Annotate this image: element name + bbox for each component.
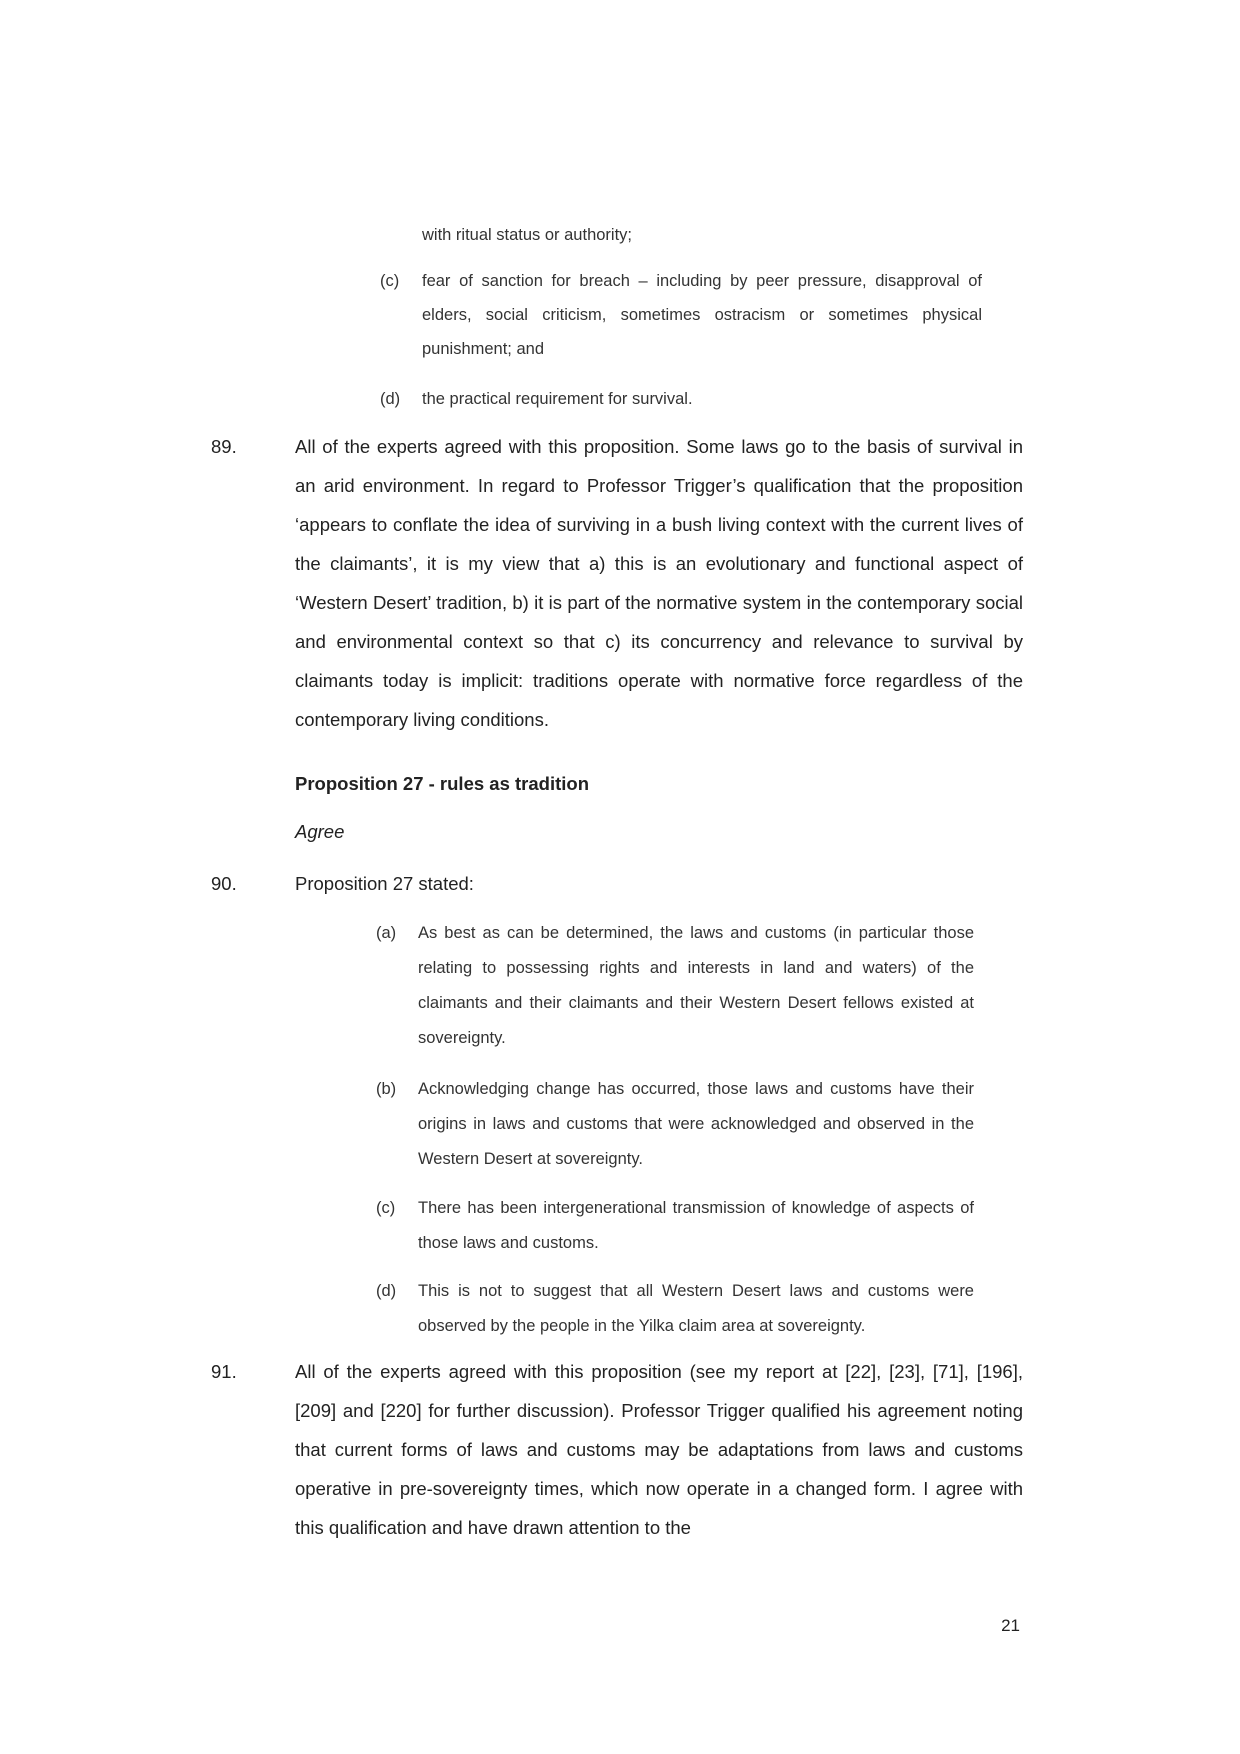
quoted-item-label: (b): [376, 1080, 397, 1098]
quoted-item-b: [376, 1072, 974, 1177]
paragraph-number: 91.: [211, 1361, 237, 1382]
quoted-item-label: (a): [376, 924, 397, 942]
sub-clause-label: (c): [380, 272, 400, 290]
quoted-item-label: (c): [376, 1199, 396, 1217]
paragraph-90: [211, 864, 1023, 903]
quoted-item-label: (d): [376, 1282, 397, 1300]
paragraph-text: All of the experts agreed with this proposition (see my report at [22], [23], [71], [196], [209] and [220] for further discussion). Professor Trigger qualified his agreement noting that current forms of laws and customs may be adaptations from laws and customs operative in pre-sovereignty times, which now operate in a changed form. I agree with this qualification and have drawn attention to the: [295, 1361, 1023, 1538]
paragraph-text: Proposition 27 stated:: [295, 873, 474, 894]
paragraph-text: All of the experts agreed with this proposition. Some laws go to the basis of survival in an arid environment. In regard to Professor Trigger’s qualification that the proposition ‘appears to conflate the idea of surviving in a bush living context with the current lives of the claimants’, it is my view that a) this is an evolutionary and functional aspect of ‘Western Desert’ tradition, b) it is part of the normative system in the contemporary social and environmental context so that c) its concurrency and relevance to survival by claimants today is implicit: traditions operate with normative force regardless of the contemporary living conditions.: [295, 436, 1023, 730]
agree-label: Agree: [295, 821, 345, 842]
page-number: 21: [1001, 1616, 1020, 1635]
sub-clause-text: fear of sanction for breach – including by peer pressure, disapproval of elders, social criticism, sometimes ostracism or sometimes physical punishment; and: [422, 272, 982, 358]
quoted-item-d: [376, 1274, 974, 1344]
section-heading: Proposition 27 - rules as tradition: [295, 773, 589, 794]
quoted-item-a: [376, 916, 974, 1056]
quoted-item-text: There has been intergenerational transmission of knowledge of aspects of those laws and customs.: [418, 1199, 974, 1252]
paragraph-91: [211, 1352, 1023, 1547]
paragraph-number: 89.: [211, 436, 237, 457]
quoted-item-text: Acknowledging change has occurred, those laws and customs have their origins in laws and customs that were acknowledged and observed in the Western Desert at sovereignty.: [418, 1080, 974, 1168]
paragraph-89: [211, 427, 1023, 739]
sub-clause-d: [380, 382, 982, 416]
paragraph-number: 90.: [211, 873, 237, 894]
quoted-item-text: As best as can be determined, the laws and customs (in particular those relating to possessing rights and interests in land and waters) of the claimants and their claimants and their Western Desert fellows existed at sovereignty.: [418, 924, 974, 1047]
sub-clause-text: the practical requirement for survival.: [422, 390, 693, 408]
quoted-item-c: [376, 1191, 974, 1261]
sub-clause-label: (d): [380, 390, 401, 408]
quoted-item-text: This is not to suggest that all Western Desert laws and customs were observed by the people in the Yilka claim area at sovereignty.: [418, 1282, 974, 1335]
sub-clause-fragment: with ritual status or authority;: [422, 226, 633, 244]
sub-clause-c: [380, 264, 982, 366]
